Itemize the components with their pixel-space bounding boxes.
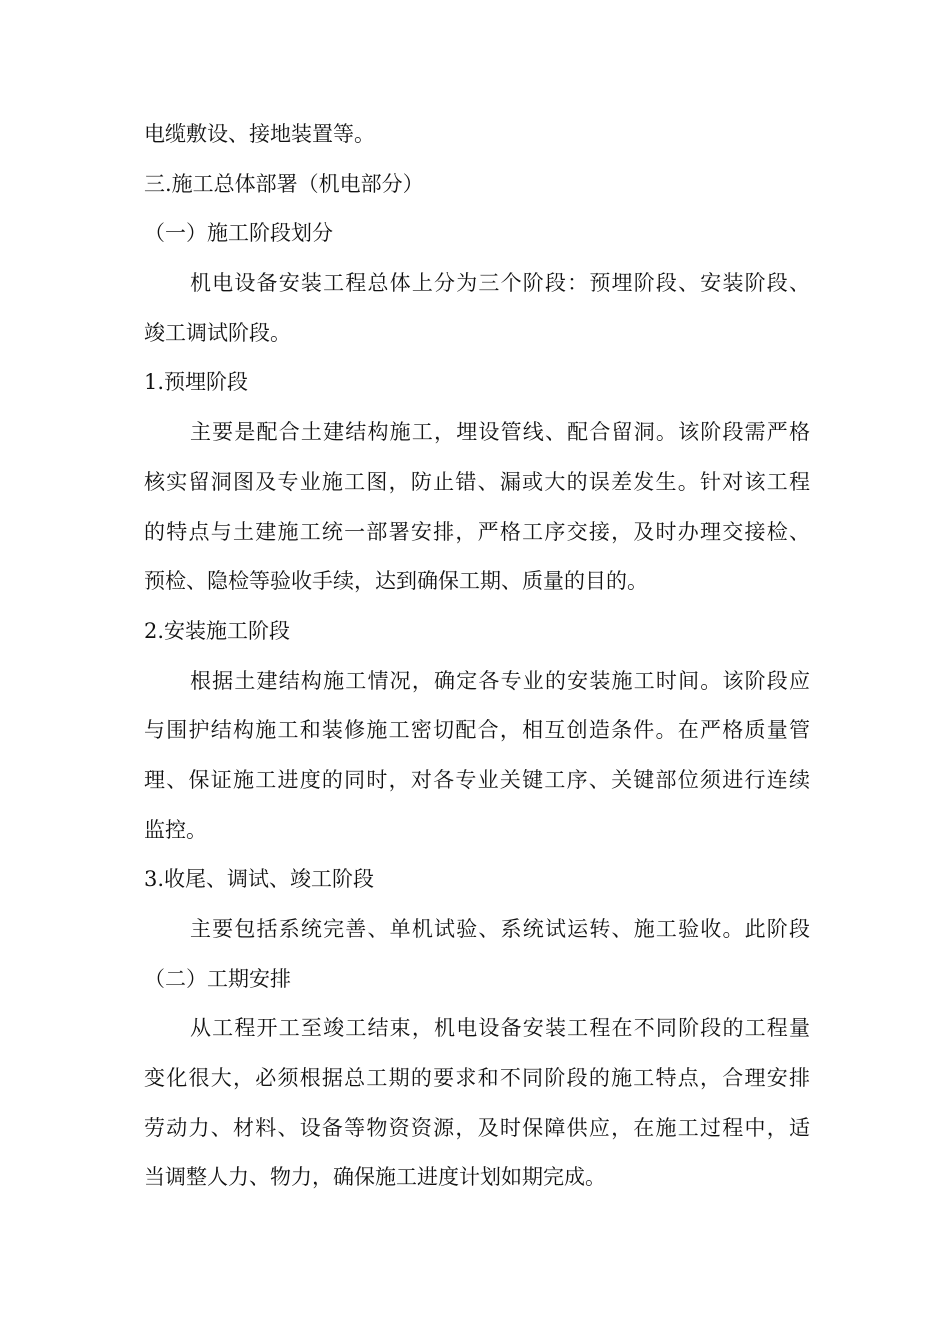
- item-heading: 1.预埋阶段: [144, 370, 249, 395]
- paragraph-line: 根据土建结构施工情况，确定各专业的安装施工时间。该阶段应: [190, 668, 810, 693]
- paragraph-line: 监控。: [144, 817, 207, 842]
- paragraph-line: 竣工调试阶段。: [144, 320, 291, 345]
- subsection-heading: （二）工期安排: [144, 966, 291, 991]
- paragraph-line: 当调整人力、物力，确保施工进度计划如期完成。: [144, 1165, 606, 1190]
- paragraph-line: 变化很大，必须根据总工期的要求和不同阶段的施工特点，合理安排: [144, 1066, 810, 1091]
- paragraph-line: 电缆敷设、接地装置等。: [144, 122, 375, 146]
- paragraph-line: 主要是配合土建结构施工，埋设管线、配合留洞。该阶段需严格: [190, 420, 810, 445]
- paragraph-line: 的特点与土建施工统一部署安排，严格工序交接，及时办理交接检、: [144, 519, 810, 544]
- paragraph-line: 与围护结构施工和装修施工密切配合，相互创造条件。在严格质量管: [144, 718, 810, 743]
- section-heading: 三.施工总体部署（机电部分）: [144, 171, 424, 196]
- document-body: [144, 110, 810, 1203]
- paragraph-line: 核实留洞图及专业施工图，防止错、漏或大的误差发生。针对该工程: [144, 469, 810, 494]
- paragraph-line: 机电设备安装工程总体上分为三个阶段：预埋阶段、安装阶段、: [190, 271, 810, 296]
- item-heading: 2.安装施工阶段: [144, 618, 291, 643]
- item-heading: 3.收尾、调试、竣工阶段: [144, 867, 375, 892]
- paragraph-line: 劳动力、材料、设备等物资资源，及时保障供应，在施工过程中，适: [144, 1115, 810, 1140]
- paragraph-line: 理、保证施工进度的同时，对各专业关键工序、关键部位须进行连续: [144, 767, 810, 792]
- paragraph-line: 从工程开工至竣工结束，机电设备安装工程在不同阶段的工程量: [190, 1016, 810, 1041]
- paragraph-line: 预检、隐检等验收手续，达到确保工期、质量的目的。: [144, 569, 648, 594]
- paragraph-line: 主要包括系统完善、单机试验、系统试运转、施工验收。此阶段: [190, 917, 810, 941]
- subsection-heading: （一）施工阶段划分: [144, 221, 333, 246]
